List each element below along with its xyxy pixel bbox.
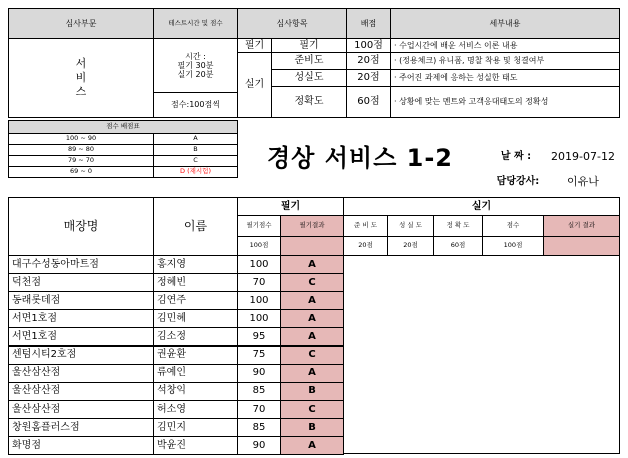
written-result-cell: B [280, 418, 344, 437]
student-name-cell: 홍지영 [153, 255, 238, 274]
document-title: 경상 서비스 1-2 [267, 144, 453, 173]
grade-letter: B [153, 144, 238, 156]
grade-letter-retest: D (재시험) [153, 166, 238, 178]
written-result-header: 필기결과 [280, 215, 344, 237]
grade-letter: A [153, 133, 238, 145]
student-name-cell: 정혜빈 [153, 273, 238, 292]
practical-result-header: 실기 결과 [543, 215, 620, 237]
store-name-cell: 서면1호점 [8, 309, 154, 328]
accuracy-max: 60점 [433, 236, 483, 256]
written-result-cell: A [280, 291, 344, 310]
store-name-cell: 덕천점 [8, 273, 154, 292]
written-score-cell: 90 [237, 436, 281, 455]
store-name-cell: 센텀시티2호점 [8, 346, 154, 365]
category-header: 심사부문 [8, 8, 154, 39]
test-time-info [153, 38, 238, 93]
written-section-header: 필기 [237, 197, 344, 216]
student-name-cell: 김연주 [153, 291, 238, 310]
grade-range: 100 ~ 90 [8, 133, 154, 145]
criteria-points-prep: 20점 [346, 52, 391, 70]
written-score-cell: 85 [237, 382, 281, 401]
sincerity-max: 20점 [387, 236, 434, 256]
practical-score-header: 점수 [482, 215, 544, 237]
store-name-cell: 울산삼산점 [8, 364, 154, 383]
student-name-cell: 김민혜 [153, 309, 238, 328]
written-score-cell: 85 [237, 418, 281, 437]
prep-header: 준 비 도 [343, 215, 388, 237]
criteria-item-written: 필기 [271, 38, 347, 53]
criteria-group-practical: 실기 [237, 52, 272, 118]
student-name-cell: 권윤환 [153, 346, 238, 365]
student-name-cell: 김소정 [153, 327, 238, 346]
criteria-detail-prep: · (정용체크) 유니폼, 명찰 착용 및 청결여부 [390, 52, 620, 70]
student-name-cell: 박윤진 [153, 436, 238, 455]
grade-range: 89 ~ 80 [8, 144, 154, 156]
store-name-cell: 창원홈플러스점 [8, 418, 154, 437]
score-max: 100점 [482, 236, 544, 256]
store-name-cell: 대구수성동아마트점 [8, 255, 154, 274]
written-result-cell: C [280, 346, 344, 365]
store-name-header: 매장명 [8, 197, 154, 256]
service-category: 서 비 스 [8, 38, 154, 118]
written-result-cell: C [280, 273, 344, 292]
written-result-cell: A [280, 255, 344, 274]
accuracy-header: 정 확 도 [433, 215, 483, 237]
written-result-cell: C [280, 400, 344, 419]
criteria-detail-sincerity: · 주어진 과제에 응하는 성실한 태도 [390, 69, 620, 87]
criteria-points-sincerity: 20점 [346, 69, 391, 87]
time-header: 테스트시간 및 점수 [153, 8, 238, 39]
written-score-cell: 100 [237, 309, 281, 328]
written-max: 100점 [237, 236, 281, 256]
criteria-detail-accuracy: · 상황에 맞는 멘트와 고객응대태도의 정확성 [390, 86, 620, 118]
criteria-points-accuracy: 60점 [346, 86, 391, 118]
criteria-points-written: 100점 [346, 38, 391, 53]
student-name-cell: 석창익 [153, 382, 238, 401]
date-value: 2019-07-12 [551, 149, 615, 163]
date-label: 날 짜 : [500, 151, 532, 163]
written-score-cell: 100 [237, 291, 281, 310]
instructor-label: 담당강사: [496, 176, 540, 188]
points-header: 배점 [346, 8, 391, 39]
prep-max: 20점 [343, 236, 388, 256]
criteria-item-sincerity: 성실도 [271, 69, 347, 87]
store-name-cell: 서면1호점 [8, 327, 154, 346]
written-score-cell: 100 [237, 255, 281, 274]
grade-range: 69 ~ 0 [8, 166, 154, 178]
student-name-cell: 허소영 [153, 400, 238, 419]
instructor-value: 이유나 [567, 174, 599, 188]
written-score-cell: 90 [237, 364, 281, 383]
practical-results-area [343, 255, 620, 454]
student-name-header: 이름 [153, 197, 238, 256]
time-heading: 시간 : [185, 51, 206, 61]
store-name-cell: 화명점 [8, 436, 154, 455]
items-header: 심사항목 [237, 8, 347, 39]
criteria-group-written: 필기 [237, 38, 272, 53]
written-time: 필기 30분 [177, 60, 214, 70]
store-name-cell: 울산삼산점 [8, 382, 154, 401]
student-name-cell: 김민지 [153, 418, 238, 437]
written-score-header: 필기점수 [237, 215, 281, 237]
details-header: 세부내용 [390, 8, 620, 39]
grade-table-title: 점수 배점표 [8, 120, 238, 134]
written-result-cell: B [280, 382, 344, 401]
practical-result-max [543, 236, 620, 256]
store-name-cell: 동래롯데점 [8, 291, 154, 310]
written-score-cell: 75 [237, 346, 281, 365]
practical-section-header: 실기 [343, 197, 620, 216]
grade-range: 79 ~ 70 [8, 155, 154, 167]
sincerity-header: 성 실 도 [387, 215, 434, 237]
written-score-cell: 70 [237, 273, 281, 292]
written-score-cell: 95 [237, 327, 281, 346]
full-score-info: 점수:100점씩 [153, 92, 238, 118]
criteria-detail-written: · 수업시간에 배운 서비스 이론 내용 [390, 38, 620, 53]
written-result-cell: A [280, 327, 344, 346]
written-score-cell: 70 [237, 400, 281, 419]
student-name-cell: 류예인 [153, 364, 238, 383]
written-result-cell: A [280, 436, 344, 455]
written-result-cell: A [280, 309, 344, 328]
criteria-item-accuracy: 정확도 [271, 86, 347, 118]
grade-letter: C [153, 155, 238, 167]
criteria-item-prep: 준비도 [271, 52, 347, 70]
practical-time: 실기 20분 [177, 70, 214, 80]
written-result-cell: A [280, 364, 344, 383]
written-result-max [280, 236, 344, 256]
store-name-cell: 울산삼산점 [8, 400, 154, 419]
